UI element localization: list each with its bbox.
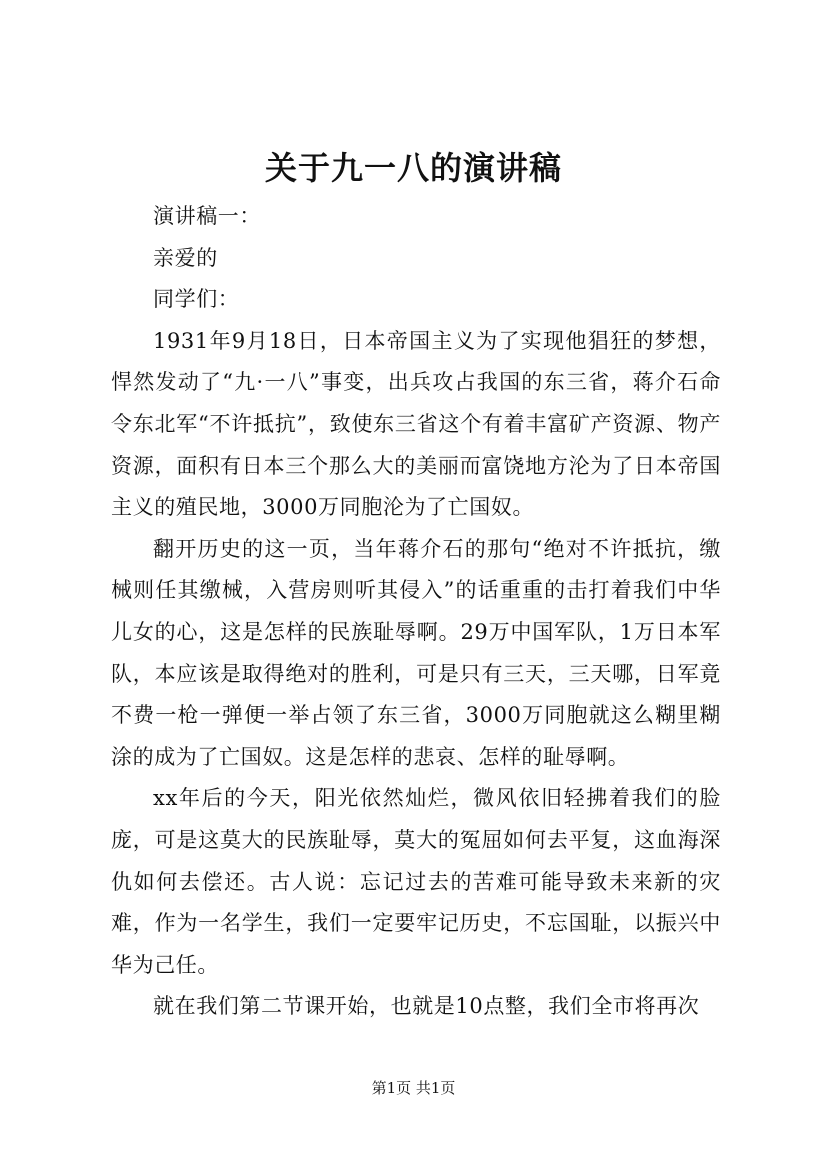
document-body [111, 196, 721, 1028]
speech-heading: 演讲稿一： [153, 204, 261, 228]
paragraph-2: 翻开历史的这一页，当年蒋介石的那句“绝对不许抵抗，缴械则任其缴械，入营房则听其侵入”的话重重的击打着我们中华儿女的心，这是怎样的民族耻辱啊。29万中国军队，1万日本军队，本应该是取得绝对的胜利，可是只有三天，三天哪，日军竟不费一枪一弹便一举占领了东三省，3000万同胞就这么糊里糊涂的成为了亡国奴。这是怎样的悲哀、怎样的耻辱啊。 [111, 536, 721, 769]
paragraph-3: xx年后的今天，阳光依然灿烂，微风依旧轻拂着我们的脸庞，可是这莫大的民族耻辱，莫大的冤屈如何去平复，这血海深仇如何去偿还。古人说：忘记过去的苦难可能导致未来新的灾难，作为一名学生，我们一定要牢记历史，不忘国耻，以振兴中华为己任。 [111, 786, 721, 977]
paragraph-1: 1931年9月18日，日本帝国主义为了实现他猖狂的梦想，悍然发动了“九·一八”事变，出兵攻占我国的东三省，蒋介石命令东北军“不许抵抗”，致使东三省这个有着丰富矿产资源、物产资源，面积有日本三个那么大的美丽而富饶地方沦为了日本帝国主义的殖民地，3000万同胞沦为了亡国奴。 [111, 328, 721, 520]
salutation-line-1: 亲爱的 [153, 245, 218, 270]
paragraph-4: 就在我们第二节课开始，也就是10点整，我们全市将再次 [153, 994, 700, 1019]
page-footer: 第1页 共1页 [371, 1079, 456, 1097]
document-title: 关于九一八的演讲稿 [264, 149, 562, 187]
salutation-line-2: 同学们： [153, 287, 240, 312]
